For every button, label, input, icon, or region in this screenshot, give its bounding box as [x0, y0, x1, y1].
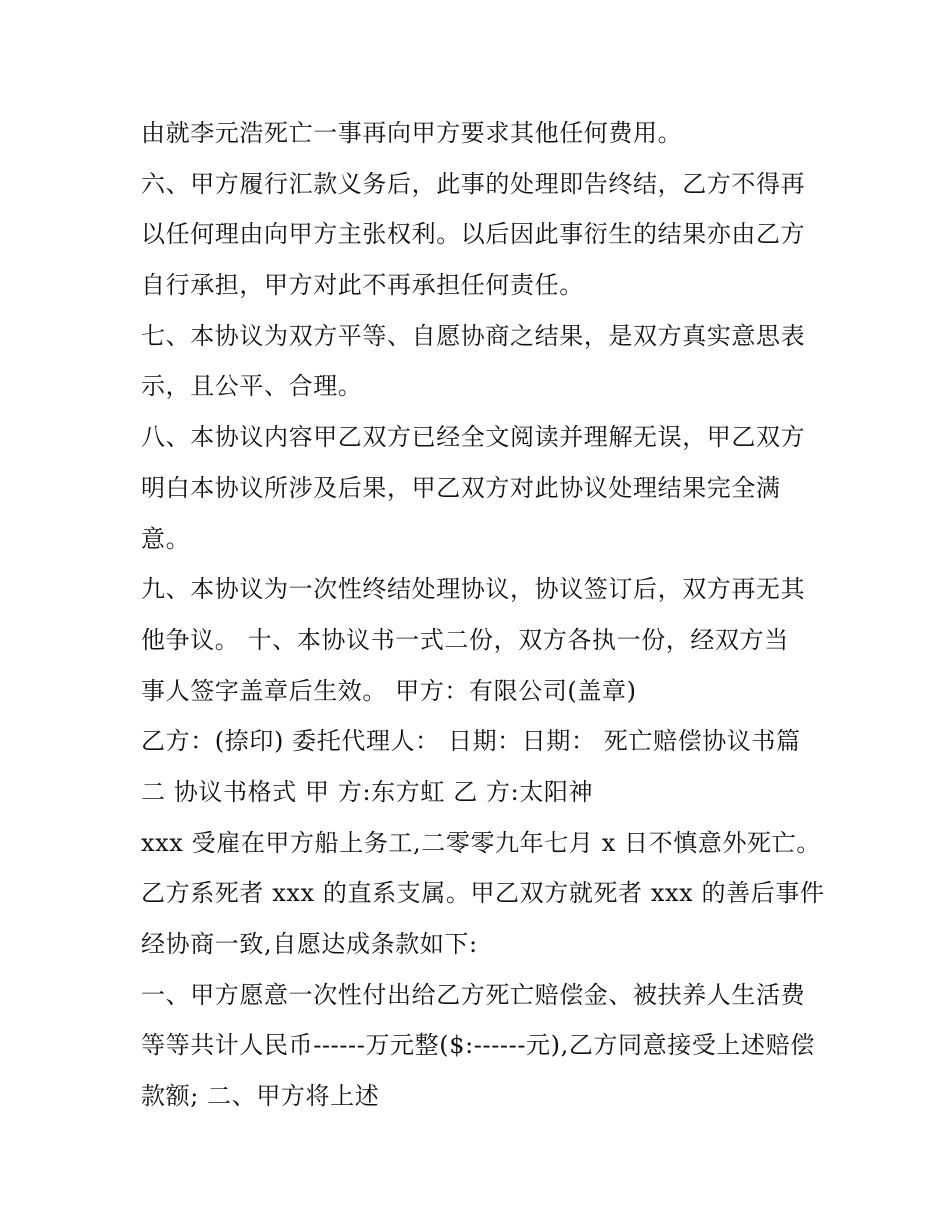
text-line: 乙方系死者 xxx 的直系支属。甲乙双方就死者 xxx 的善后事件 [141, 879, 825, 908]
text-line: 七、本协议为双方平等、自愿协商之结果，是双方真实意思表 [141, 321, 806, 350]
text-line: 等等共计人民币------万元整($:------元),乙方同意接受上述赔偿 [141, 1031, 815, 1060]
text-line: 经协商一致,自愿达成条款如下: [141, 930, 478, 958]
text-line: 由就李元浩死亡一事再向甲方要求其他任何费用。 [141, 119, 683, 147]
text-line: 款额; 二、甲方将上述 [141, 1082, 380, 1111]
text-line: 明白本协议所涉及后果，甲乙双方对此协议处理结果完全满 [141, 473, 781, 502]
text-line: xxx 受雇在甲方船上务工,二零零九年七月 x 日不慎意外死亡。 [141, 828, 821, 857]
text-line: 以任何理由向甲方主张权利。以后因此事衍生的结果亦由乙方 [141, 220, 806, 249]
text-line: 二 协议书格式 甲 方:东方虹 乙 方:太阳神 [141, 777, 594, 806]
text-line: 事人签字盖章后生效。 甲方：有限公司(盖章) [141, 676, 637, 705]
text-line: 六、甲方履行汇款义务后，此事的处理即告终结，乙方不得再 [141, 169, 806, 198]
text-line: 乙方：(捺印) 委托代理人： 日期：日期： 死亡赔偿协议书篇 [141, 727, 801, 756]
text-line: 八、本协议内容甲乙双方已经全文阅读并理解无误，甲乙双方 [141, 423, 806, 452]
text-line: 一、甲方愿意一次性付出给乙方死亡赔偿金、被扶养人生活费 [141, 980, 806, 1009]
text-line: 示，且公平、合理。 [141, 372, 363, 401]
text-line: 九、本协议为一次性终结处理协议，协议签订后，双方再无其 [141, 575, 806, 604]
text-line: 他争议。 十、本协议书一式二份，双方各执一份，经双方当 [141, 625, 789, 654]
text-line: 意。 [141, 524, 191, 553]
document-body [141, 108, 825, 1122]
text-line: 自行承担，甲方对此不再承担任何责任。 [141, 271, 584, 300]
